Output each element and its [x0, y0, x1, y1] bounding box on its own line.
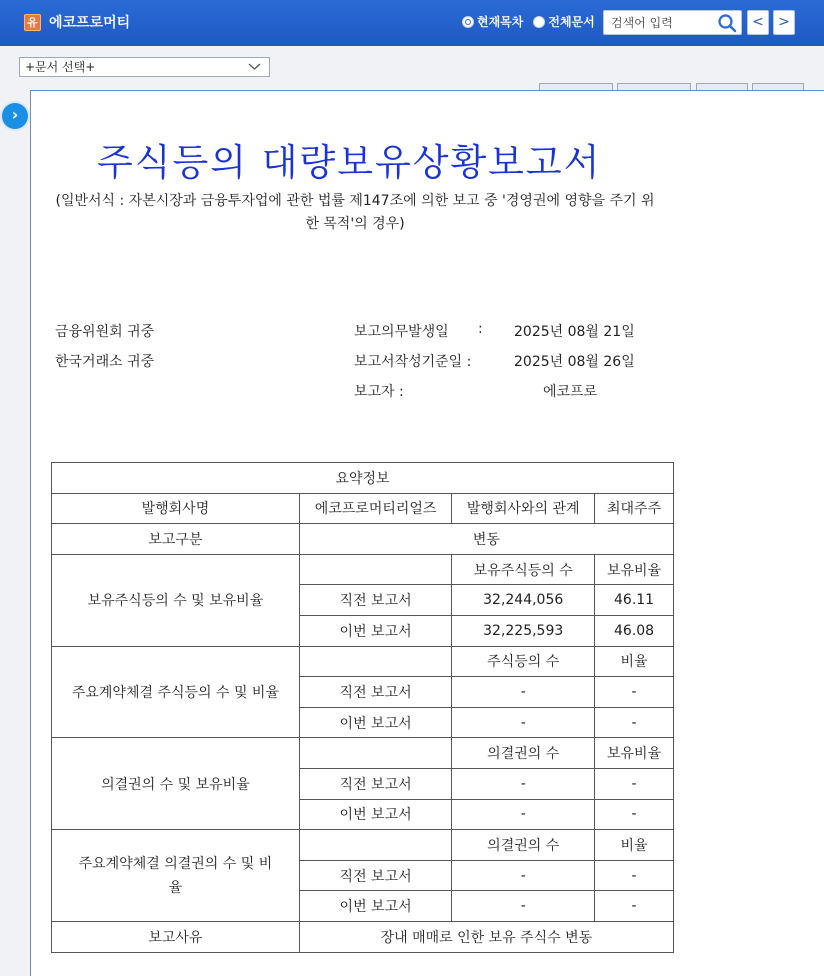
document-select[interactable] — [19, 57, 270, 77]
table-cell: - — [595, 707, 674, 738]
chevron-down-icon — [248, 60, 261, 73]
column-header: 보유비율 — [595, 738, 674, 769]
table-cell: - — [595, 677, 674, 708]
search-input[interactable] — [604, 11, 714, 34]
table-row — [52, 493, 674, 524]
top-header-bar — [0, 0, 824, 46]
next-button[interactable] — [773, 10, 795, 35]
chevron-left-icon: < — [752, 14, 764, 30]
obligation-date-value: 2025년 08월 21일 — [514, 324, 635, 340]
column-header: 의결권의 수 — [452, 738, 595, 769]
table-row — [52, 646, 674, 677]
company-logo-icon: 유 — [24, 14, 41, 31]
report-type-value: 변동 — [299, 524, 673, 555]
relation-label: 발행회사와의 관계 — [452, 493, 595, 524]
radio-current-toc-label: 현재목차 — [477, 15, 524, 29]
column-header: 보유비율 — [595, 554, 674, 585]
search-box — [603, 10, 742, 35]
this-report-label: 이번 보고서 — [299, 615, 451, 646]
this-report-label: 이번 보고서 — [299, 799, 451, 830]
this-report-label: 이번 보고서 — [299, 707, 451, 738]
chevron-right-icon: › — [11, 105, 19, 124]
issuer-value: 에코프로머티리얼즈 — [299, 493, 451, 524]
obligation-date-colon: : — [478, 321, 483, 337]
prev-report-label: 직전 보고서 — [299, 860, 451, 891]
column-header: 의결권의 수 — [452, 830, 595, 861]
table-row — [52, 524, 674, 555]
document-title: 주식등의 대량보유상황보고서 — [97, 141, 602, 184]
prev-button[interactable] — [747, 10, 769, 35]
relation-value: 최대주주 — [595, 493, 674, 524]
section-label: 보유주식등의 수 및 보유비율 — [52, 554, 300, 646]
radio-checked-icon[interactable] — [462, 16, 474, 28]
obligation-date-label: 보고의무발생일 — [354, 324, 449, 340]
issuer-label: 발행회사명 — [52, 493, 300, 524]
search-icon[interactable] — [717, 13, 737, 33]
reason-label: 보고사유 — [52, 921, 300, 952]
sidebar-toggle-button[interactable] — [2, 103, 28, 129]
prev-report-label: 직전 보고서 — [299, 585, 451, 616]
table-cell: - — [452, 707, 595, 738]
reason-value: 장내 매매로 인한 보유 주식수 변동 — [299, 921, 673, 952]
section-label-text: 주요계약체결 의결권의 수 및 비율 — [78, 855, 273, 896]
report-type-label: 보고구분 — [52, 524, 300, 555]
this-report-label: 이번 보고서 — [299, 891, 451, 922]
table-cell-empty — [299, 830, 451, 861]
radio-all-documents-label: 전체문서 — [548, 15, 595, 29]
column-header: 비율 — [595, 646, 674, 677]
table-row — [52, 921, 674, 952]
radio-all-documents[interactable] — [533, 13, 594, 30]
table-cell: 46.08 — [595, 615, 674, 646]
column-header: 보유주식등의 수 — [452, 554, 595, 585]
column-header: 주식등의 수 — [452, 646, 595, 677]
document-subtitle: (일반서식 : 자본시장과 금융투자업에 관한 법률 제147조에 의한 보고 중 '경영권에 영향을 주기 위한 목적'의 경우) — [55, 193, 655, 232]
table-row — [52, 554, 674, 585]
recipient-krx: 한국거래소 귀중 — [55, 354, 155, 370]
radio-unchecked-icon[interactable] — [533, 16, 545, 28]
table-cell: - — [452, 891, 595, 922]
table-cell: - — [452, 799, 595, 830]
table-cell-empty — [299, 646, 451, 677]
table-cell-empty — [299, 738, 451, 769]
table-cell: 32,225,593 — [452, 615, 595, 646]
recipient-fsc: 금융위원회 귀중 — [55, 324, 155, 340]
company-title[interactable]: 에코프로머티 — [49, 15, 131, 31]
table-cell: - — [595, 860, 674, 891]
table-cell-empty — [299, 554, 451, 585]
reporter-label: 보고자 : — [354, 384, 404, 400]
prev-report-label: 직전 보고서 — [299, 677, 451, 708]
table-cell: 46.11 — [595, 585, 674, 616]
table-cell: - — [452, 768, 595, 799]
prev-report-label: 직전 보고서 — [299, 768, 451, 799]
section-label: 의결권의 수 및 보유비율 — [52, 738, 300, 830]
table-row — [52, 463, 674, 494]
table-row — [52, 738, 674, 769]
column-header: 비율 — [595, 830, 674, 861]
section-label — [52, 830, 300, 922]
table-cell: - — [452, 860, 595, 891]
chevron-right-icon: > — [778, 14, 790, 30]
table-cell: - — [452, 677, 595, 708]
base-date-value: 2025년 08월 26일 — [514, 354, 635, 370]
scope-radio-group — [462, 13, 595, 30]
section-label: 주요계약체결 주식등의 수 및 비율 — [52, 646, 300, 738]
table-cell: 32,244,056 — [452, 585, 595, 616]
base-date-label: 보고서작성기준일 : — [354, 354, 472, 370]
radio-current-toc[interactable] — [462, 13, 523, 30]
table-cell: - — [595, 768, 674, 799]
summary-table — [51, 462, 674, 953]
reporter-value: 에코프로 — [543, 384, 598, 400]
table-cell: - — [595, 799, 674, 830]
table-row — [52, 830, 674, 861]
document-select-value: +문서 선택+ — [25, 60, 96, 74]
table-cell: - — [595, 891, 674, 922]
summary-caption: 요약정보 — [52, 463, 674, 494]
